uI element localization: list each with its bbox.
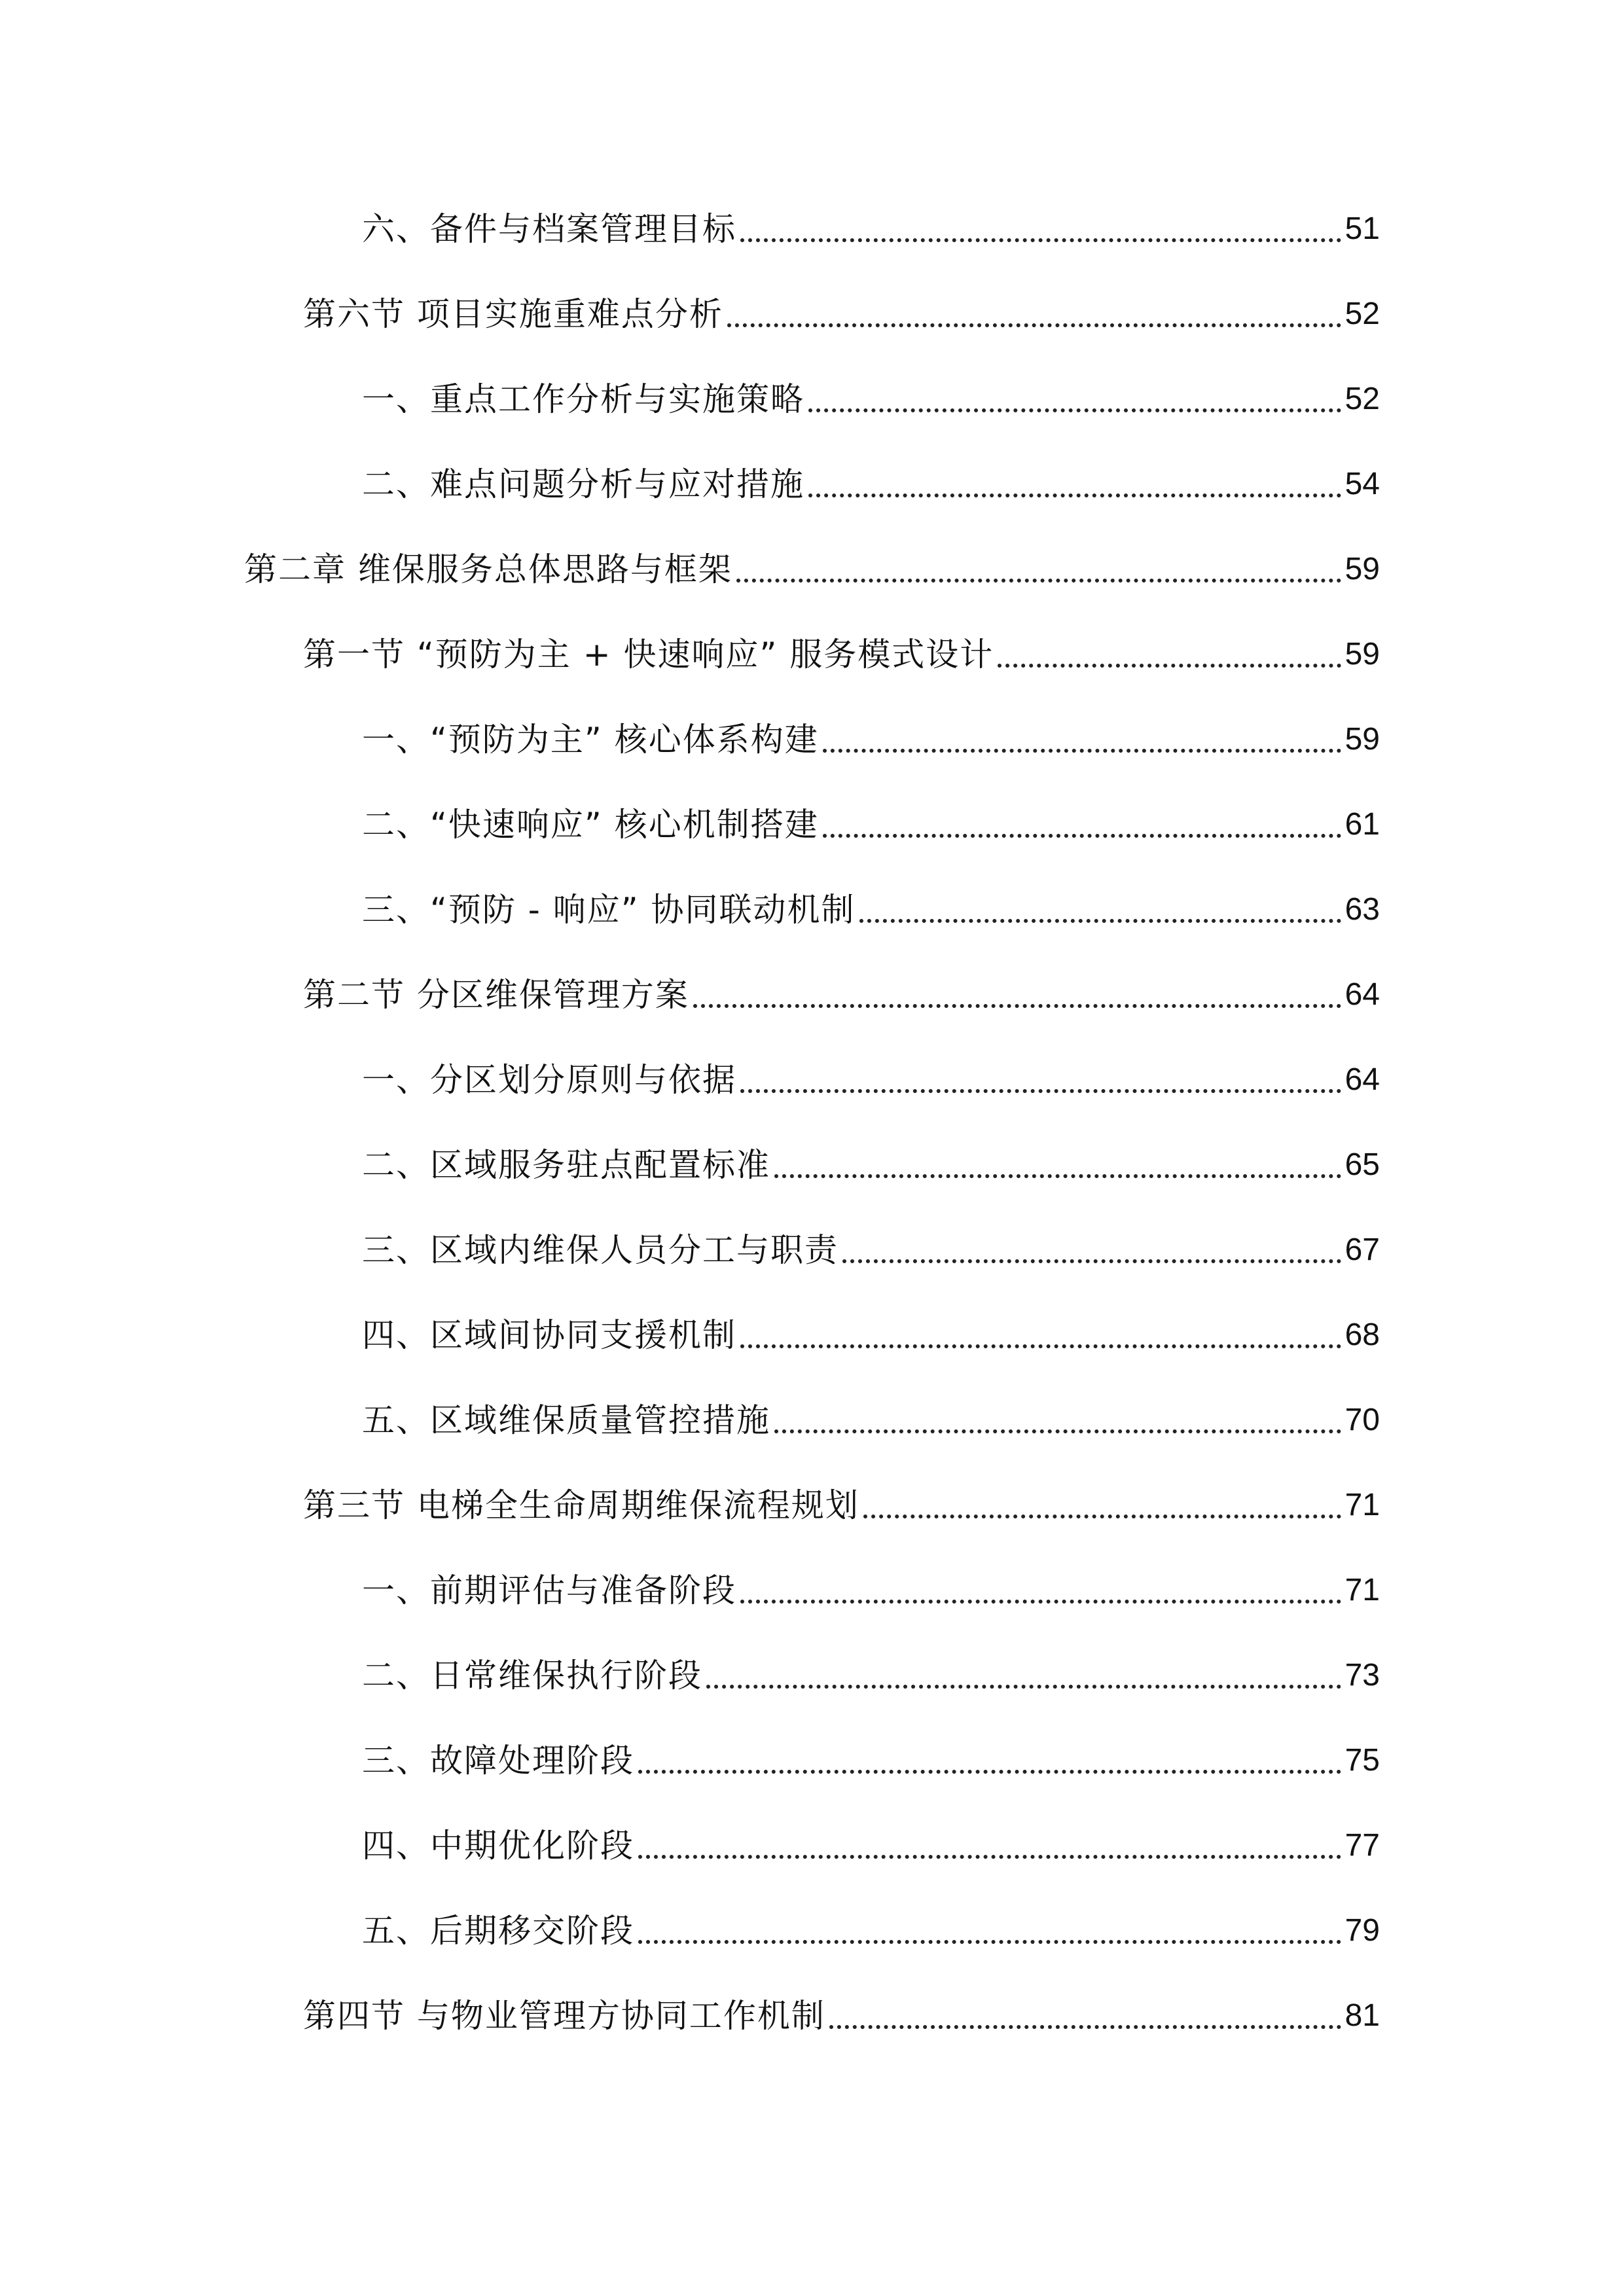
toc-entry[interactable]	[303, 1990, 1380, 2042]
toc-entry-page: 71	[1344, 1488, 1380, 1522]
toc-entry-title: 五、区域维保质量管控措施	[362, 1401, 770, 1439]
toc-entry-page: 64	[1344, 1062, 1380, 1097]
toc-dot-leader	[740, 1600, 1341, 1604]
toc-entry-page: 67	[1344, 1232, 1380, 1267]
toc-entry-page: 52	[1344, 296, 1380, 331]
toc-entry[interactable]	[362, 1054, 1380, 1106]
toc-dot-leader	[863, 1515, 1341, 1518]
toc-entry-page: 52	[1344, 382, 1380, 416]
toc-entry[interactable]	[362, 1649, 1380, 1702]
toc-dot-leader	[808, 493, 1341, 497]
toc-entry[interactable]	[244, 543, 1380, 596]
toc-entry[interactable]	[362, 798, 1380, 851]
toc-entry-title: 三、故障处理阶段	[362, 1742, 634, 1780]
toc-entry[interactable]	[303, 969, 1380, 1021]
toc-dot-leader	[638, 1940, 1341, 1944]
toc-entry-title: 六、备件与档案管理目标	[362, 210, 736, 248]
toc-dot-leader	[693, 1004, 1341, 1008]
toc-entry[interactable]	[362, 1394, 1380, 1446]
toc-entry-title: 一、分区划分原则与依据	[362, 1061, 736, 1099]
toc-entry-page: 59	[1344, 637, 1380, 672]
toc-entry[interactable]	[303, 628, 1380, 681]
toc-entry[interactable]	[362, 203, 1380, 255]
toc-entry-page: 70	[1344, 1403, 1380, 1437]
toc-dot-leader	[823, 749, 1341, 753]
toc-entry-page: 68	[1344, 1318, 1380, 1352]
toc-entry[interactable]	[362, 373, 1380, 425]
toc-entry[interactable]	[362, 713, 1380, 766]
toc-dot-leader	[727, 323, 1341, 327]
toc-entry-title: 五、后期移交阶段	[362, 1912, 634, 1950]
toc-entry-page: 51	[1344, 211, 1380, 246]
toc-entry-title: 二、“快速响应” 核心机制搭建	[362, 806, 819, 844]
toc-entry-page: 59	[1344, 552, 1380, 586]
toc-entry-title: 第二章 维保服务总体思路与框架	[244, 550, 732, 588]
toc-entry-title: 四、区域间协同支援机制	[362, 1316, 736, 1354]
toc-dot-leader	[740, 1344, 1341, 1348]
toc-entry-title: 一、重点工作分析与实施策略	[362, 380, 804, 418]
toc-entry[interactable]	[303, 288, 1380, 340]
toc-entry-title: 四、中期优化阶段	[362, 1827, 634, 1865]
toc-entry-title: 第六节 项目实施重难点分析	[303, 295, 723, 333]
toc-entry[interactable]	[303, 1479, 1380, 1532]
toc-entry[interactable]	[362, 1820, 1380, 1872]
toc-dot-leader	[829, 2025, 1341, 2029]
toc-entry[interactable]	[362, 458, 1380, 511]
toc-dot-leader	[638, 1770, 1341, 1774]
toc-dot-leader	[740, 238, 1341, 242]
toc-entry-title: 第二节 分区维保管理方案	[303, 976, 689, 1014]
toc-entry-title: 三、“预防 - 响应” 协同联动机制	[362, 891, 856, 929]
toc-dot-leader	[808, 408, 1341, 412]
toc-dot-leader	[842, 1259, 1341, 1263]
toc-entry-title: 第一节 “预防为主 + 快速响应” 服务模式设计	[303, 636, 994, 673]
toc-entry[interactable]	[362, 1224, 1380, 1276]
toc-entry-page: 79	[1344, 1913, 1380, 1948]
toc-entry-page: 77	[1344, 1828, 1380, 1863]
toc-dot-leader	[740, 1089, 1341, 1093]
toc-entry-title: 一、前期评估与准备阶段	[362, 1571, 736, 1609]
toc-entry-title: 第三节 电梯全生命周期维保流程规划	[303, 1486, 859, 1524]
toc-entry-page: 75	[1344, 1743, 1380, 1778]
toc-entry-title: 一、“预防为主” 核心体系构建	[362, 721, 819, 759]
toc-entry[interactable]	[362, 884, 1380, 936]
toc-entry[interactable]	[362, 1734, 1380, 1787]
toc-dot-leader	[774, 1429, 1341, 1433]
toc-entry-page: 73	[1344, 1658, 1380, 1693]
toc-dot-leader	[706, 1685, 1341, 1689]
toc-entry-title: 三、区域内维保人员分工与职责	[362, 1231, 839, 1269]
toc-dot-leader	[998, 664, 1341, 668]
toc-entry-page: 59	[1344, 722, 1380, 757]
toc-dot-leader	[823, 834, 1341, 838]
toc-entry[interactable]	[362, 1139, 1380, 1191]
toc-entry-page: 71	[1344, 1573, 1380, 1607]
toc-entry-page: 81	[1344, 1998, 1380, 2033]
toc-entry-title: 二、区域服务驻点配置标准	[362, 1146, 770, 1184]
toc-entry-page: 65	[1344, 1147, 1380, 1182]
toc-entry[interactable]	[362, 1309, 1380, 1361]
toc-entry-page: 61	[1344, 807, 1380, 842]
toc-entry[interactable]	[362, 1564, 1380, 1617]
toc-entry-page: 64	[1344, 977, 1380, 1012]
toc-dot-leader	[638, 1855, 1341, 1859]
toc-dot-leader	[859, 919, 1341, 923]
toc-dot-leader	[736, 579, 1341, 583]
toc-dot-leader	[774, 1174, 1341, 1178]
toc-entry-page: 54	[1344, 467, 1380, 501]
toc-entry[interactable]	[362, 1905, 1380, 1957]
toc-entry-page: 63	[1344, 892, 1380, 927]
toc-entry-title: 第四节 与物业管理方协同工作机制	[303, 1997, 825, 2035]
toc-entry-title: 二、日常维保执行阶段	[362, 1657, 702, 1695]
toc-entry-title: 二、难点问题分析与应对措施	[362, 465, 804, 503]
